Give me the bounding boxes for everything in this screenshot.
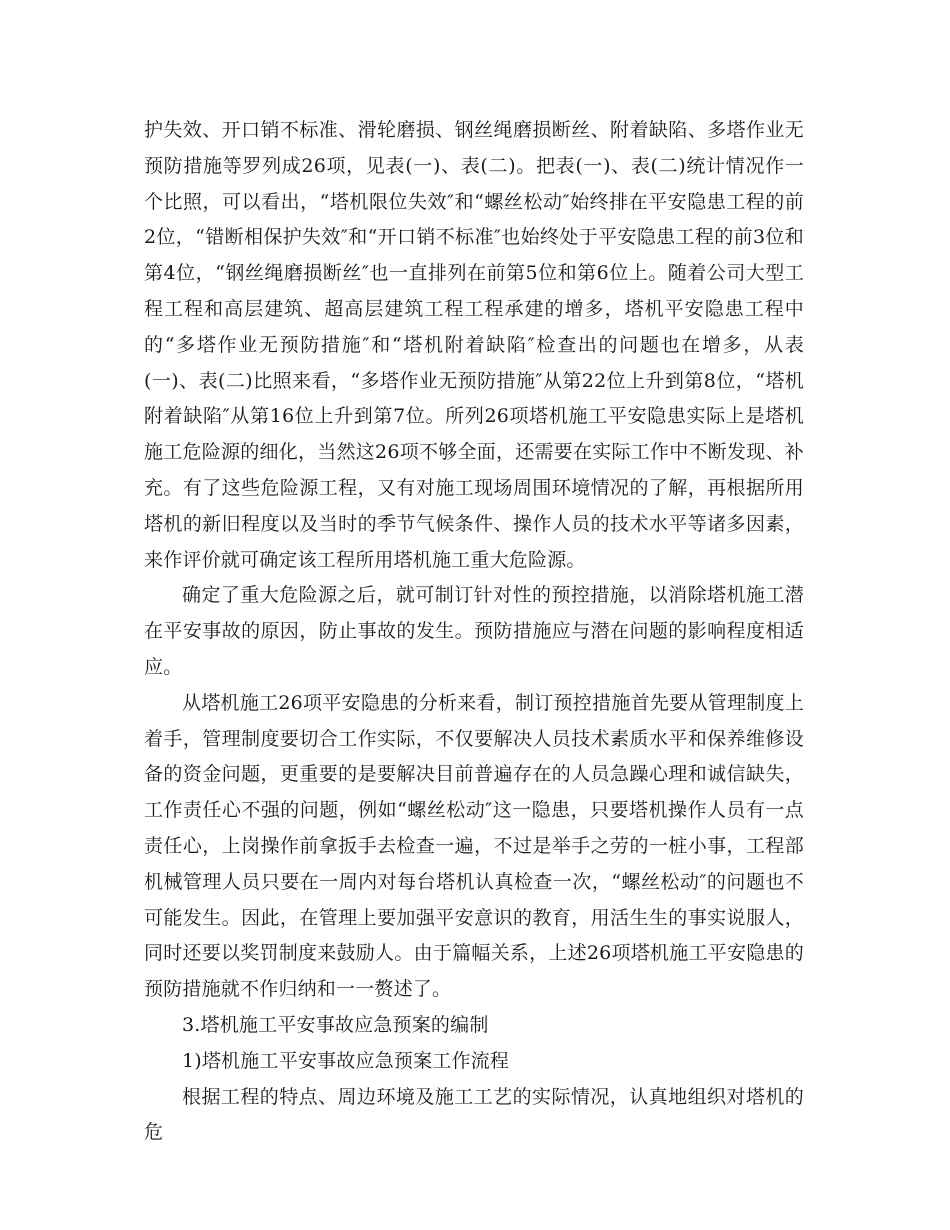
body-paragraph-4: 根据工程的特点、周边环境及施工工艺的实际情况，认真地组织对塔机的危	[144, 1085, 804, 1144]
body-paragraph-2: 确定了重大危险源之后，就可制订针对性的预控措施，以消除塔机施工潜在平安事故的原因，防止事故的发生。预防措施应与潜在问题的影响程度相适应。	[144, 584, 804, 678]
document-body	[144, 113, 804, 1151]
subsection-heading-1: 1)塔机施工平安事故应急预案工作流程	[182, 1049, 510, 1072]
body-paragraph-3: 从塔机施工26项平安隐患的分析来看，制订预控措施首先要从管理制度上着手，管理制度要切合工作实际，不仅要解决人员技术素质水平和保养维修设备的资金问题，更重要的是要解决目前普遍存在的人员急躁心理和诚信缺失，工作责任心不强的问题，例如“螺丝松动″这一隐患，只要塔机操作人员有一点责任心，上岗操作前拿扳手去检查一遍，不过是举手之劳的一桩小事，工程部机械管理人员只要在一周内对每台塔机认真检查一次，“螺丝松动″的问题也不可能发生。因此，在管理上要加强平安意识的教育，用活生生的事实说服人，同时还要以奖罚制度来鼓励人。由于篇幅关系，上述26项塔机施工平安隐患的预防措施就不作归纳和一一赘述了。	[144, 691, 804, 1001]
body-paragraph-1: 护失效、开口销不标准、滑轮磨损、钢丝绳磨损断丝、附着缺陷、多塔作业无预防措施等罗列成26项，见表(一)、表(二)。把表(一)、表(二)统计情况作一个比照，可以看出，“塔机限位失效″和“螺丝松动″始终排在平安隐患工程的前2位，“错断相保护失效″和“开口销不标准″也始终处于平安隐患工程的前3位和第4位，“钢丝绳磨损断丝″也一直排列在前第5位和第6位上。随着公司大型工程工程和高层建筑、超高层建筑工程工程承建的增多，塔机平安隐患工程中的“多塔作业无预防措施″和“塔机附着缺陷″检查出的问题也在增多，从表(一)、表(二)比照来看，“多塔作业无预防措施″从第22位上升到第8位，“塔机附着缺陷″从第16位上升到第7位。所列26项塔机施工平安隐患实际上是塔机施工危险源的细化，当然这26项不够全面，还需要在实际工作中不断发现、补充。有了这些危险源工程，又有对施工现场周围环境情况的了解，再根据所用塔机的新旧程度以及当时的季节气候条件、操作人员的技术水平等诸多因素，来作评价就可确定该工程所用塔机施工重大危险源。	[144, 119, 804, 571]
section-heading-3: 3.塔机施工平安事故应急预案的编制	[182, 1013, 489, 1036]
